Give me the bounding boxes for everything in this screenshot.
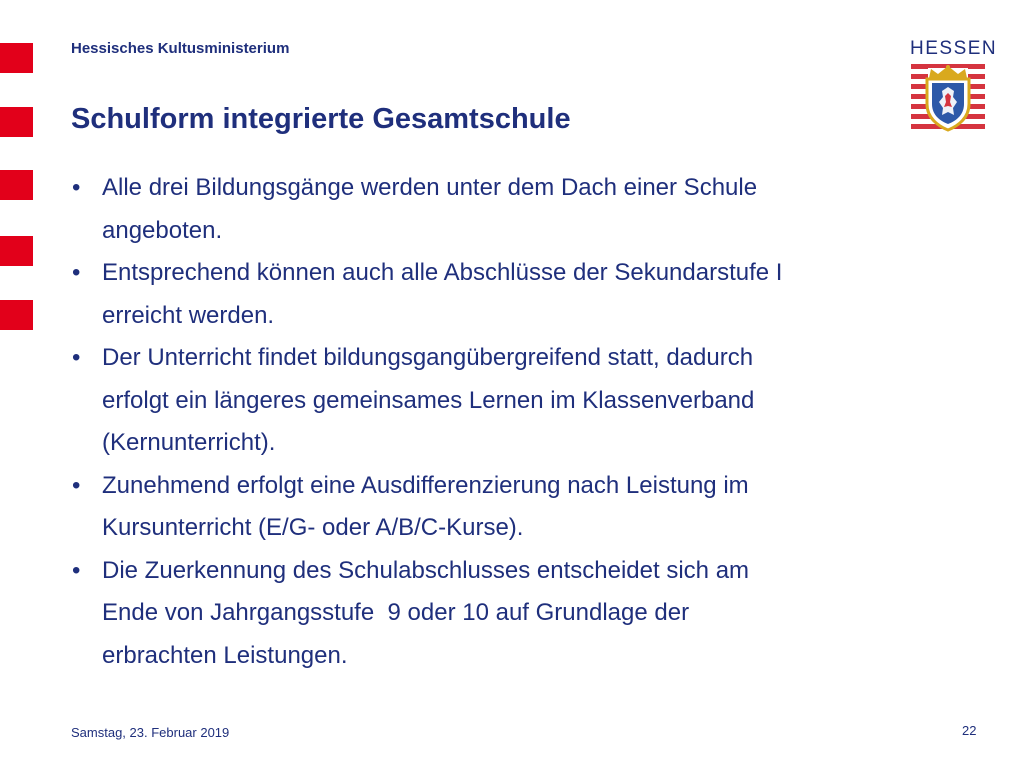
bullet-item — [68, 337, 948, 465]
bullet-symbol: • — [72, 471, 81, 499]
side-mark-3 — [0, 170, 33, 200]
page-number: 22 — [962, 723, 977, 738]
bullet-item — [68, 465, 948, 550]
slide-title: Schulform integrierte Gesamtschule — [71, 103, 571, 135]
logo-shield — [927, 79, 969, 130]
side-mark-1 — [0, 43, 33, 73]
bullet-item — [68, 252, 948, 337]
bullet-symbol: • — [72, 344, 81, 371]
bullet-line: Zunehmend erfolgt eine Ausdifferenzierung nach Leistung im — [102, 471, 749, 499]
bullet-list — [68, 167, 948, 677]
bullet-line: Der Unterricht findet bildungsgangübergreifend statt, dadurch — [102, 344, 754, 371]
bullet-line: Kursunterricht (E/G- oder A/B/C-Kurse). — [102, 514, 524, 541]
ministry-name: Hessisches Kultusministerium — [71, 40, 290, 57]
hessen-coat-of-arms-icon — [911, 62, 985, 136]
bullet-symbol: • — [72, 556, 81, 584]
bullet-symbol: • — [72, 174, 81, 201]
side-mark-5 — [0, 300, 33, 330]
bullet-item — [68, 550, 948, 678]
bullet-symbol: • — [72, 259, 81, 286]
bullet-line: Alle drei Bildungsgänge werden unter dem Dach einer Schule — [102, 174, 758, 201]
side-mark-2 — [0, 107, 33, 137]
bullet-line: erreicht werden. — [102, 301, 275, 329]
bullet-line: Entsprechend können auch alle Abschlüsse der Sekundarstufe I — [102, 259, 783, 286]
bullet-line: (Kernunterricht). — [102, 429, 276, 456]
bullet-line: Ende von Jahrgangsstufe 9 oder 10 auf Grundlage der — [102, 599, 690, 626]
logo-wordmark: HESSEN — [910, 38, 998, 59]
bullet-line: angeboten. — [102, 216, 223, 244]
side-mark-4 — [0, 236, 33, 266]
footer-date: Samstag, 23. Februar 2019 — [71, 725, 230, 740]
bullet-line: erfolgt ein längeres gemeinsames Lernen im Klassenverband — [102, 386, 755, 414]
bullet-line: erbrachten Leistungen. — [102, 641, 348, 669]
bullet-line: Die Zuerkennung des Schulabschlusses entscheidet sich am — [102, 556, 750, 584]
bullet-item — [68, 167, 948, 252]
